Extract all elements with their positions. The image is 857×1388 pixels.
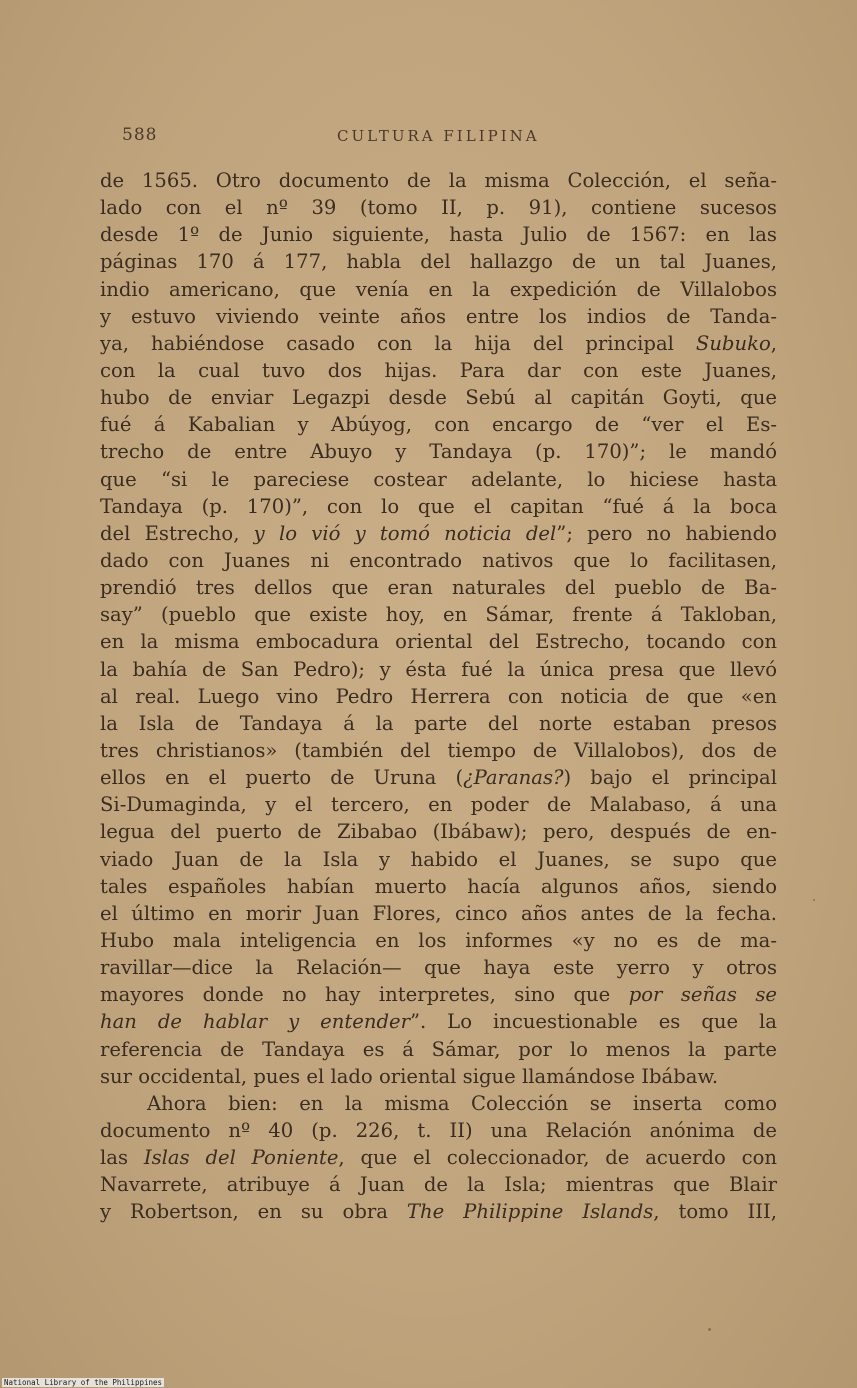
body-text: [100, 167, 777, 1225]
text-segment: que “si le pareciese costear adelante, lo hiciese hasta: [100, 467, 777, 491]
text-segment: referencia de Tandaya es á Sámar, por lo menos la parte: [100, 1037, 777, 1061]
text-line: [100, 1171, 777, 1198]
text-line: [100, 357, 777, 384]
text-line: [100, 981, 777, 1008]
paper-speck: [813, 899, 815, 901]
text-segment: indio americano, que venía en la expedición de Villalobos: [100, 277, 777, 301]
page-header: [122, 125, 742, 149]
text-segment: ) bajo el principal: [563, 766, 777, 790]
text-segment: con la cual tuvo dos hijas. Para dar con este Juanes,: [100, 358, 777, 382]
text-line: [100, 764, 777, 791]
text-line: [100, 1117, 777, 1144]
text-line: [100, 574, 777, 601]
text-segment: , que el coleccionador, de acuerdo con: [338, 1146, 777, 1170]
italic-text: Islas del Poniente: [143, 1146, 339, 1170]
text-segment: Navarrete, atribuye á Juan de la Isla; mientras que Blair: [100, 1173, 777, 1197]
text-line: [100, 873, 777, 900]
text-line: [100, 791, 777, 818]
text-line: [100, 737, 777, 764]
text-segment: documento nº 40 (p. 226, t. II) una Relación anónima de: [100, 1118, 777, 1142]
page-number: 588: [122, 125, 158, 145]
text-line: [100, 384, 777, 411]
text-segment: Ahora bien: en la misma Colección se inserta como: [147, 1091, 777, 1115]
running-head: CULTURA FILIPINA: [337, 127, 540, 145]
text-line: [100, 466, 777, 493]
text-line: [100, 330, 777, 357]
text-segment: dado con Juanes ni encontrado nativos que lo facilitasen,: [100, 548, 777, 572]
text-segment: trecho de entre Abuyo y Tandaya (p. 170)”; le mandó: [100, 440, 777, 464]
text-line: [100, 1063, 777, 1090]
text-line: [100, 601, 777, 628]
text-line: [100, 303, 777, 330]
text-line: [100, 954, 777, 981]
text-segment: la Isla de Tandaya á la parte del norte estaban presos: [100, 711, 777, 735]
text-line: [100, 221, 777, 248]
text-segment: el último en morir Juan Flores, cinco años antes de la fecha.: [100, 901, 777, 925]
text-segment: desde 1º de Junio siguiente, hasta Julio de 1567: en las: [100, 223, 777, 247]
text-segment: ,: [770, 331, 777, 355]
text-line: [100, 276, 777, 303]
text-line: [100, 547, 777, 574]
italic-text: Subuko: [695, 331, 771, 355]
text-segment: hubo de enviar Legazpi desde Sebú al capitán Goyti, que: [100, 386, 777, 410]
text-line: [100, 1090, 777, 1117]
text-line: [100, 194, 777, 221]
text-segment: ya, habiéndose casado con la hija del principal: [100, 331, 696, 355]
text-line: [100, 900, 777, 927]
text-segment: mayores donde no hay interpretes, sino que: [100, 983, 629, 1007]
text-segment: y Robertson, en su obra: [100, 1200, 407, 1224]
text-line: [100, 656, 777, 683]
text-segment: ”. Lo incuestionable es que la: [409, 1010, 777, 1034]
text-segment: lado con el nº 39 (tomo II, p. 91), contiene sucesos: [100, 196, 777, 220]
text-line: [100, 683, 777, 710]
text-segment: Hubo mala inteligencia en los informes «y no es de ma-: [100, 928, 777, 952]
text-line: [100, 628, 777, 655]
text-segment: say” (pueblo que existe hoy, en Sámar, frente á Takloban,: [100, 603, 777, 627]
text-segment: tres christianos» (también del tiempo de Villalobos), dos de: [100, 738, 777, 762]
italic-text: y lo vió y tomó noticia del: [253, 521, 557, 545]
italic-text: The Philippine Islands: [406, 1200, 654, 1224]
text-segment: en la misma embocadura oriental del Estrecho, tocando con: [100, 630, 777, 654]
text-line: [100, 520, 777, 547]
text-segment: fué á Kabalian y Abúyog, con encargo de “ver el Es-: [100, 413, 777, 437]
text-segment: ellos en el puerto de Uruna (: [100, 766, 464, 790]
text-segment: del Estrecho,: [100, 521, 254, 545]
text-line: [100, 493, 777, 520]
library-credit: National Library of the Philippines: [4, 1378, 163, 1387]
text-line: [100, 167, 777, 194]
text-line: [100, 710, 777, 737]
text-line: [100, 411, 777, 438]
italic-text: por señas se: [628, 983, 777, 1007]
text-segment: las: [100, 1146, 144, 1170]
text-segment: viado Juan de la Isla y habido el Juanes, se supo que: [100, 847, 777, 871]
text-segment: al real. Luego vino Pedro Herrera con noticia de que «en: [100, 684, 777, 708]
text-segment: tales españoles habían muerto hacía algunos años, siendo: [100, 874, 777, 898]
italic-text: han de hablar y entender: [100, 1010, 410, 1034]
text-segment: legua del puerto de Zibabao (Ibábaw); pero, después de en-: [100, 820, 777, 844]
text-segment: , tomo III,: [653, 1200, 777, 1224]
text-line: [100, 248, 777, 275]
text-line: [100, 1144, 777, 1171]
text-segment: sur occidental, pues el lado oriental sigue llamándose Ibábaw.: [100, 1064, 719, 1088]
text-segment: de 1565. Otro documento de la misma Colección, el seña-: [100, 169, 777, 192]
text-segment: ravillar—dice la Relación— que haya este yerro y otros: [100, 956, 777, 980]
text-line: [100, 818, 777, 845]
text-line: [100, 846, 777, 873]
text-line: [100, 1008, 777, 1035]
text-segment: Si-Dumaginda, y el tercero, en poder de Malabaso, á una: [100, 793, 777, 817]
text-segment: prendió tres dellos que eran naturales del pueblo de Ba-: [100, 576, 777, 600]
text-line: [100, 1036, 777, 1063]
text-segment: y estuvo viviendo veinte años entre los indios de Tanda-: [100, 304, 777, 328]
text-segment: la bahía de San Pedro); y ésta fué la única presa que llevó: [100, 657, 777, 681]
paper-speck: [708, 1328, 711, 1331]
italic-text: ¿Paranas?: [463, 766, 564, 790]
text-segment: Tandaya (p. 170)”, con lo que el capitan “fué á la boca: [100, 494, 777, 518]
text-line: [100, 438, 777, 465]
text-segment: ”; pero no habiendo: [556, 521, 777, 545]
text-line: [100, 927, 777, 954]
text-line: [100, 1198, 777, 1225]
text-segment: páginas 170 á 177, habla del hallazgo de un tal Juanes,: [100, 250, 777, 274]
